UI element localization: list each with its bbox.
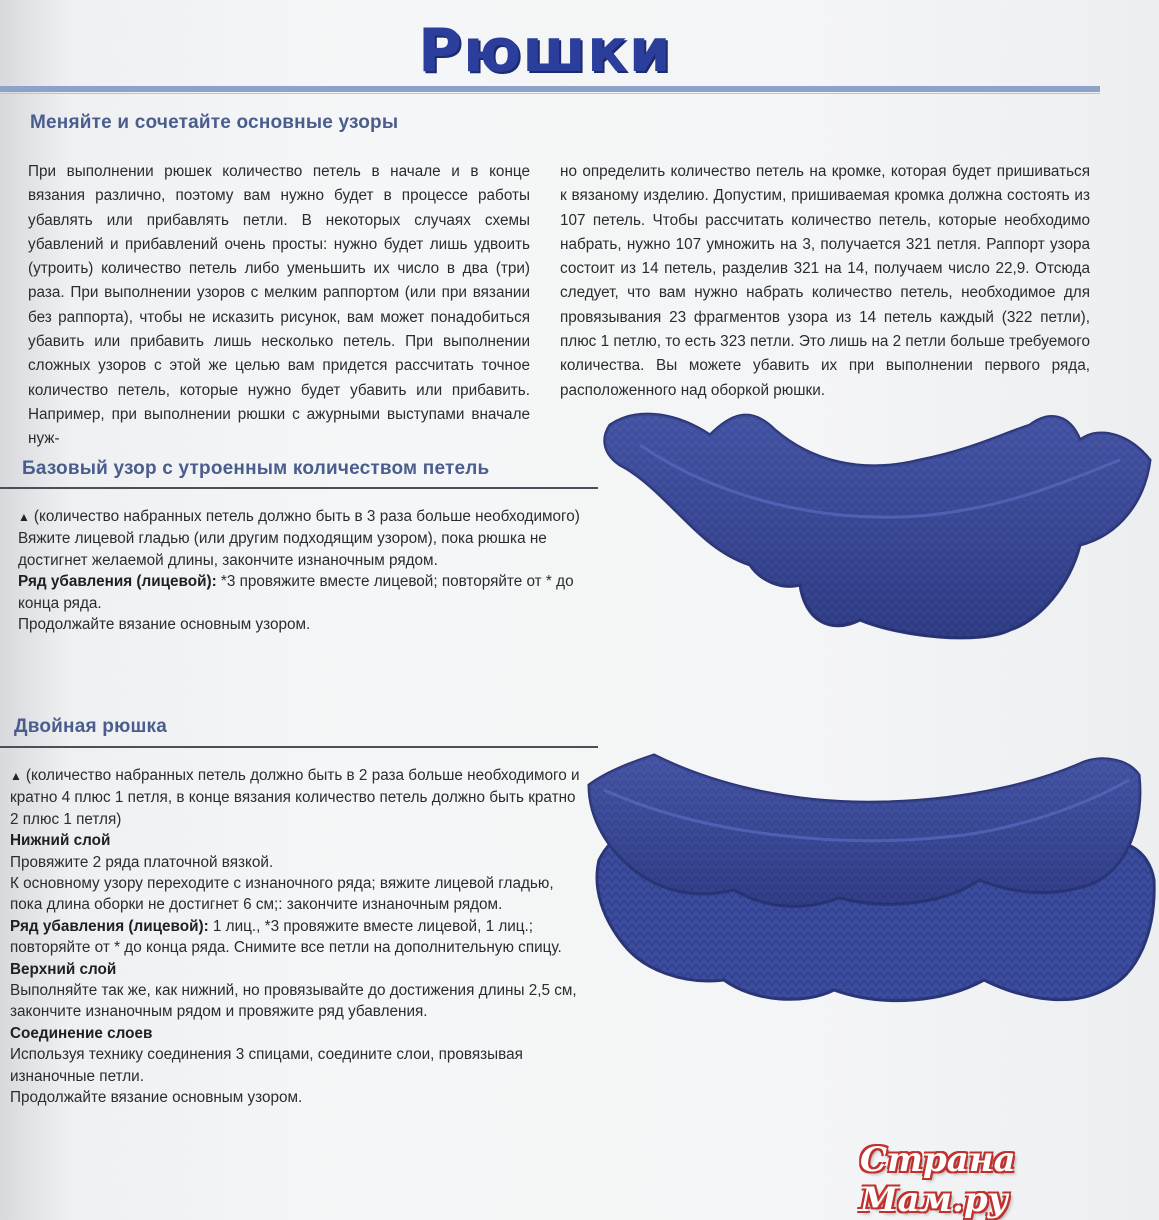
triangle-icon: ▲ — [18, 510, 30, 524]
section-2-row-text: *3 провяжите вместе лицевой; повторяйте от * до конца ряда. — [18, 573, 574, 612]
ruffle-photo-double — [584, 740, 1159, 1030]
upper-layer-text: Выполняйте так же, как нижний, но провязывайте до достижения длины 2,5 см, закончите изнаночным рядом и провяжите ряд убавления. — [10, 982, 577, 1021]
section-3-note-line — [10, 765, 585, 830]
section-3-row-line — [10, 916, 585, 959]
section-2-note: (количество набранных петель должно быть в 3 раза больше необходимого) — [33, 508, 580, 525]
section-3-heading: Двойная рюшка — [14, 716, 168, 737]
section-2-rule — [0, 487, 598, 489]
triangle-icon: ▲ — [10, 769, 22, 783]
section-2-line-1: Вяжите лицевой гладью (или другим подходящим узором), пока рюшка не достигнет желаемой длины, закончите изнаночным рядом. — [18, 530, 547, 569]
section-2-body — [18, 506, 598, 635]
join-heading: Соединение слоев — [10, 1024, 153, 1042]
title-rule — [0, 86, 1100, 92]
section-1-heading: Меняйте и сочетайте основные узоры — [30, 112, 399, 133]
lower-layer-line-2: К основному узору переходите с изнаночного ряда; вяжите лицевой гладью, пока длина оборки не достигнет 6 см;: закончите изнаночным рядом. — [10, 875, 554, 914]
section-1-column-1: При выполнении рюшек количество петель в начале и в конце вязания различно, поэтому вам нужно будет в процессе работы убавлять или прибавлять петли. В некоторых случаях схемы убавлений и прибавлений очень просты: нужно будет лишь удвоить (утроить) количество петель либо уменьшить их число в два (три) раза. При выполнении узоров с мелким раппортом (или при вязании без раппорта), чтобы не исказить рисунок, вам может понадобиться убавить или прибавить лишь несколько петель. При выполнении сложных узоров с этой же целью вам придется рассчитать точное количество петель, которые нужно будет убавить или прибавить. Например, при выполнении рюшки с ажурными выступами вначале нуж- — [28, 163, 530, 448]
upper-layer-heading: Верхний слой — [10, 960, 117, 978]
upper-layer-heading-line — [10, 959, 585, 980]
lower-layer-heading-line — [10, 830, 585, 851]
lower-layer-heading: Нижний слой — [10, 832, 111, 850]
section-3-rule — [0, 746, 598, 748]
section-2-line-2: Продолжайте вязание основным узором. — [18, 616, 311, 634]
section-2-heading: Базовый узор с утроенным количеством петель — [22, 458, 490, 479]
join-text: Используя технику соединения 3 спицами, соедините слои, провязывая изнаночные петли. — [10, 1046, 523, 1085]
section-3-note: (количество набранных петель должно быть в 2 раза больше необходимого и кратно 4 плюс 1 петля, в конце вязания количество петель должно быть кратно 2 плюс 1 петля) — [10, 767, 580, 828]
section-3-final: Продолжайте вязание основным узором. — [10, 1089, 303, 1107]
section-2-row-label: Ряд убавления (лицевой): — [18, 573, 217, 591]
section-2-row-line — [18, 571, 598, 614]
join-heading-line — [10, 1023, 585, 1044]
section-3-row-text: 1 лиц., *3 провяжите вместе лицевой, 1 лиц.; повторяйте от * до конца ряда. Снимите все петли на дополнительную спицу. — [10, 917, 562, 957]
section-2-note-line — [18, 506, 598, 528]
section-3-row-label: Ряд убавления (лицевой): — [10, 917, 209, 935]
site-watermark: Страна Мам.ру — [860, 1140, 1016, 1220]
section-3-body — [10, 765, 585, 1109]
lower-layer-line-1: Провяжите 2 ряда платочной вязкой. — [10, 853, 274, 871]
ruffle-photo-single — [600, 405, 1159, 665]
section-1-column-2: но определить количество петель на кромке, которая будет пришиваться к вязаному изделию. Допустим, пришиваемая кромка должна состоять из 107 петель. Чтобы рассчитать количество петель, которые необходимо набрать, нужно 107 умножить на 3, получается 321 петля. Раппорт узора состоит из 14 петель, разделив 321 на 14, получаем число 22,9. Отсюда следует, что вам нужно набрать количество петель, необходимое для провязывания 23 фрагментов узора из 14 петель каждый (322 петли), плюс 1 петлю, то есть 323 петли. Это лишь на 2 петли больше требуемого количества. Вы можете убавить их при выполнении первого ряда, расположенного над оборкой рюшки. — [560, 163, 1090, 399]
page-title: Рюшки — [418, 16, 672, 86]
